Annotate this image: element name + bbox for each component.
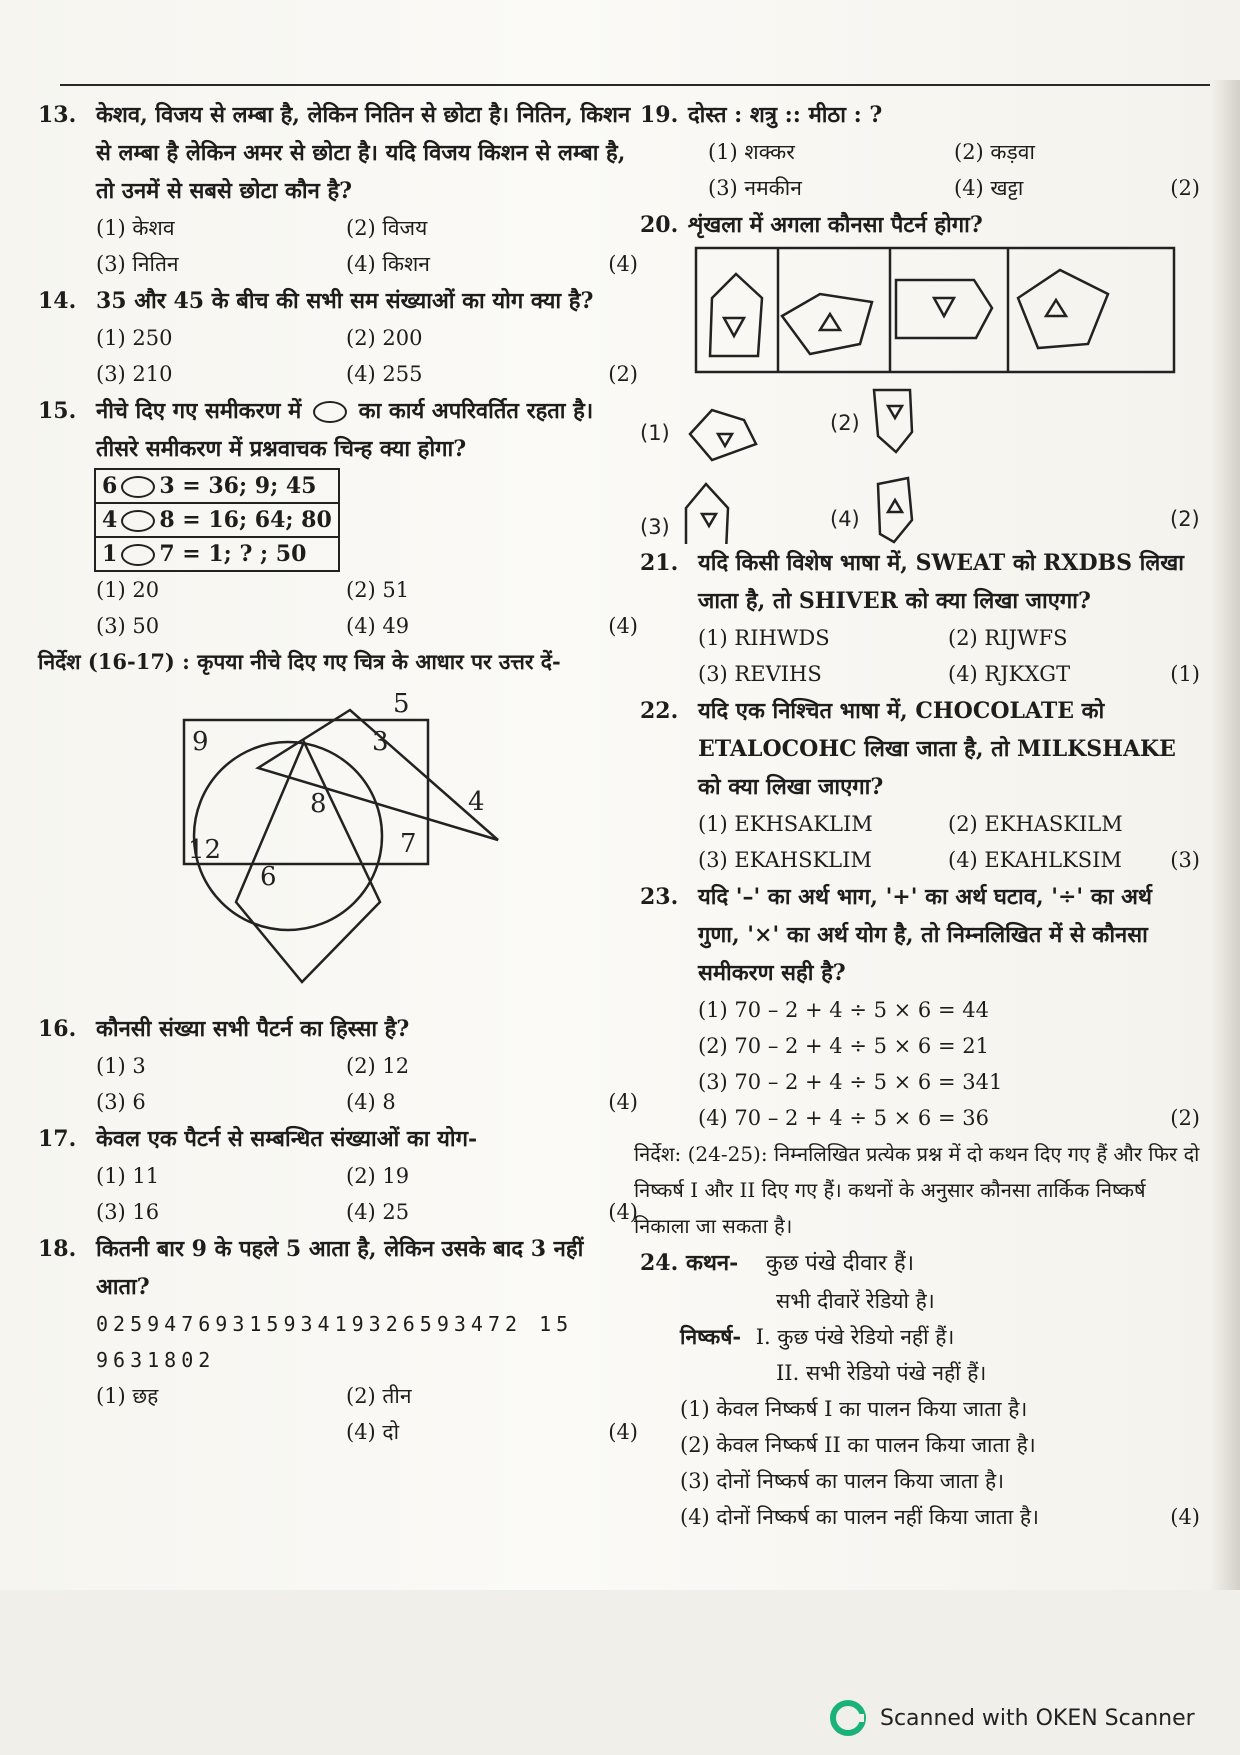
question-13: 13. केशव, विजय से लम्बा है, लेकिन नितिन से छोटा है। नितिन, किशन से लम्बा है लेकिन अमर से छोटा है। यदि विजय किशन से लम्बा है, तो उनमें से सबसे छोटा कौन है? <box>38 102 631 204</box>
equation-row: 6 3 = 36; 9; 45 <box>95 469 339 503</box>
option: (2) 200 <box>346 326 423 350</box>
question-18: 18. कितनी बार 9 के पहले 5 आता है, लेकिन उसके बाद 3 नहीं आता? <box>38 1236 584 1300</box>
question-text: केशव, विजय से लम्बा है, लेकिन नितिन से छोटा है। नितिन, किशन से लम्बा है लेकिन अमर से छोटा है। यदि विजय किशन से लम्बा है, तो उनमें से सबसे छोटा कौन है? <box>96 102 631 204</box>
option: (2) कड़वा <box>954 140 1035 164</box>
equation-table <box>94 468 340 572</box>
triangle-up-icon <box>888 500 902 512</box>
answer: (2) <box>1170 176 1200 200</box>
pattern-series-figure <box>640 244 1200 544</box>
option: (1) 20 <box>96 578 160 602</box>
option: (2) विजय <box>346 216 428 240</box>
option: (2) RIJWFS <box>948 626 1068 650</box>
question-22: 22. यदि एक निश्चित भाषा में, CHOCOLATE को ETALOCOHC लिखा जाता है, तो MILKSHAKE को क्या लिखा जाएगा? <box>640 698 1176 800</box>
pentagon-shape <box>782 294 872 354</box>
conclusion: I. कुछ पंखे रेडियो नहीं हैं। <box>755 1325 955 1349</box>
figure-label: 4 <box>468 787 485 817</box>
operator-circle-icon <box>313 401 347 423</box>
venn-figure <box>38 680 638 1010</box>
answer: (4) <box>608 1420 638 1444</box>
operator-circle-icon <box>121 544 155 566</box>
option-label: (4) <box>830 507 860 531</box>
question-text: कौनसी संख्या सभी पैटर्न का हिस्सा है? <box>96 1016 410 1042</box>
option: (4) 49 <box>346 614 410 638</box>
triangle-up-icon <box>1046 300 1066 316</box>
option: (4) EKAHLKSIM <box>948 848 1122 872</box>
figure-label: 6 <box>260 862 277 892</box>
operator-circle-icon <box>121 476 155 498</box>
option: (1) 70 – 2 + 4 ÷ 5 × 6 = 44 <box>698 998 989 1022</box>
answer: (4) <box>608 252 638 276</box>
question-14: 14. 35 और 45 के बीच की सभी सम संख्याओं का योग क्या है? <box>38 288 594 314</box>
directions-24-25: निर्देश: (24-25): निम्नलिखित प्रत्येक प्रश्न में दो कथन दिए गए हैं और फिर दो निष्कर्ष I और II दिए गए हैं। कथनों के अनुसार कौनसा तार्किक निष्कर्ष निकाला जा सकता है। <box>634 1142 1200 1238</box>
conclusion-label: निष्कर्ष- <box>680 1324 742 1349</box>
option: (2) 19 <box>346 1164 410 1188</box>
scanner-watermark <box>830 1700 1195 1736</box>
question-text: दोस्त : शत्रु :: मीठा : ? <box>688 102 883 128</box>
option: (4) दोनों निष्कर्ष का पालन नहीं किया जाता है। <box>680 1505 1039 1529</box>
option: (3) 6 <box>96 1090 146 1114</box>
watermark-text: Scanned with OKEN Scanner <box>880 1705 1195 1731</box>
option: (1) छह <box>96 1384 159 1408</box>
figure-label: 9 <box>192 727 209 757</box>
triangle-up-icon <box>820 314 840 330</box>
option: (4) 255 <box>346 362 423 386</box>
conclusion-row <box>640 1319 1200 1355</box>
options-18 <box>38 1378 638 1450</box>
question-24: 24. कथन- कुछ पंखे दीवार हैं। <box>640 1250 915 1276</box>
option: (4) 8 <box>346 1090 396 1114</box>
option: (4) RJKXGT <box>948 662 1071 686</box>
option: (2) EKHASKILM <box>948 812 1123 836</box>
question-16: 16. कौनसी संख्या सभी पैटर्न का हिस्सा है? <box>38 1016 410 1042</box>
figure-label: 12 <box>188 835 222 865</box>
options-14 <box>38 320 638 392</box>
question-19: 19. दोस्त : शत्रु :: मीठा : ? <box>640 102 883 128</box>
question-text-cont: का कार्य अपरिवर्तित रहता है। तीसरे समीकरण में प्रश्नवाचक चिन्ह क्या होगा? <box>96 398 594 462</box>
option: (4) किशन <box>346 252 430 276</box>
options-16 <box>38 1048 638 1120</box>
question-21: 21. यदि किसी विशेष भाषा में, SWEAT को RXDBS लिखा जाता है, तो SHIVER को क्या लिखा जाएगा? <box>640 550 1184 614</box>
option: (2) 70 – 2 + 4 ÷ 5 × 6 = 21 <box>698 1034 989 1058</box>
pentagon-shape <box>710 274 762 356</box>
option: (3) 70 – 2 + 4 ÷ 5 × 6 = 341 <box>698 1070 1003 1094</box>
figure-label: 8 <box>310 789 327 819</box>
option: (1) केवल निष्कर्ष I का पालन किया जाता है। <box>680 1397 1028 1421</box>
answer: (4) <box>608 614 638 638</box>
triangle-down-icon <box>702 514 716 526</box>
question-text: केवल एक पैटर्न से सम्बन्धित संख्याओं का योग- <box>96 1126 478 1152</box>
options-19 <box>640 134 1200 206</box>
right-column <box>634 96 1200 1535</box>
triangle-down-icon <box>718 434 732 446</box>
answer: (2) <box>1170 507 1200 531</box>
option-label: (3) <box>640 515 670 539</box>
option: (1) शक्कर <box>708 140 795 164</box>
option: (2) केवल निष्कर्ष II का पालन किया जाता है। <box>680 1433 1036 1457</box>
answer: (3) <box>1170 848 1200 872</box>
option: (4) 25 <box>346 1200 410 1224</box>
options-13 <box>38 210 638 282</box>
statement: कुछ पंखे दीवार हैं। <box>765 1251 915 1276</box>
equation-row: 4 8 = 16; 64; 80 <box>95 503 339 537</box>
statement-label: कथन- <box>685 1250 739 1276</box>
operator-circle-icon <box>121 510 155 532</box>
directions-16-17: निर्देश (16-17) : कृपया नीचे दिए गए चित्र के आधार पर उत्तर दें- <box>38 649 561 674</box>
question-text: शृंखला में अगला कौनसा पैटर्न होगा? <box>688 212 983 238</box>
triangle-down-icon <box>888 406 902 418</box>
option: (4) खट्टा <box>954 176 1024 200</box>
question-text: 35 और 45 के बीच की सभी सम संख्याओं का योग क्या है? <box>96 288 594 314</box>
option: (3) 210 <box>96 362 173 386</box>
options-23 <box>640 992 1200 1136</box>
question-text: कितनी बार 9 के पहले 5 आता है, लेकिन उसके बाद 3 नहीं आता? <box>96 1236 584 1300</box>
options-22 <box>640 806 1200 878</box>
option: (3) 16 <box>96 1200 160 1224</box>
option: (2) तीन <box>346 1384 412 1408</box>
statement-2: सभी दीवारें रेडियो है। <box>776 1289 935 1313</box>
digit-sequence: 0259476931593419326593472 15 <box>96 1312 574 1336</box>
option: (2) 12 <box>346 1054 410 1078</box>
triangle-down-icon <box>724 318 744 336</box>
figure-label: 3 <box>372 727 389 757</box>
option: (1) EKHSAKLIM <box>698 812 873 836</box>
left-column <box>38 96 638 1450</box>
question-15: 15. नीचे दिए गए समीकरण में का कार्य अपरिवर्तित रहता है। तीसरे समीकरण में प्रश्नवाचक चिन्ह क्या होगा? <box>38 398 594 462</box>
pentagon-shape <box>896 280 992 338</box>
header-rule <box>60 84 1210 86</box>
option: (4) दो <box>346 1420 400 1444</box>
question-text: यदि '–' का अर्थ भाग, '+' का अर्थ घटाव, '÷' का अर्थ गुणा, '×' का अर्थ योग है, तो निम्नलिखित में से कौनसा समीकरण सही है? <box>698 884 1152 986</box>
answer: (2) <box>608 362 638 386</box>
option: (3) REVIHS <box>698 662 822 686</box>
oken-scanner-logo-icon <box>830 1700 866 1736</box>
answer: (4) <box>1170 1505 1200 1529</box>
answer: (1) <box>1170 662 1200 686</box>
option: (1) RIHWDS <box>698 626 830 650</box>
triangle-down-icon <box>934 298 954 316</box>
equation-row: 1 7 = 1; ? ; 50 <box>95 537 339 571</box>
option: (1) 250 <box>96 326 173 350</box>
option: (3) दोनों निष्कर्ष का पालन किया जाता है। <box>680 1469 1005 1493</box>
question-text: यदि एक निश्चित भाषा में, CHOCOLATE को ETALOCOHC लिखा जाता है, तो MILKSHAKE को क्या लिखा जाएगा? <box>698 698 1176 800</box>
question-17: 17. केवल एक पैटर्न से सम्बन्धित संख्याओं का योग- <box>38 1126 478 1152</box>
option: (3) नमकीन <box>708 176 802 200</box>
option: (3) नितिन <box>96 252 179 276</box>
answer: (4) <box>608 1090 638 1114</box>
option-4-shape <box>878 478 912 542</box>
options-21 <box>640 620 1200 692</box>
option-label: (2) <box>830 411 860 435</box>
option: (1) 11 <box>96 1164 160 1188</box>
option: (1) 3 <box>96 1054 146 1078</box>
figure-label: 5 <box>393 689 410 719</box>
answer: (2) <box>1170 1106 1200 1130</box>
question-text: यदि किसी विशेष भाषा में, SWEAT को RXDBS लिखा जाता है, तो SHIVER को क्या लिखा जाएगा? <box>698 550 1184 614</box>
kite-shape <box>236 742 380 982</box>
circle-shape <box>194 742 382 930</box>
options-17 <box>38 1158 638 1230</box>
option: (4) 70 – 2 + 4 ÷ 5 × 6 = 36 <box>698 1106 989 1130</box>
option-2-shape <box>874 390 912 452</box>
option: (3) 50 <box>96 614 160 638</box>
option: (2) 51 <box>346 578 410 602</box>
question-23: 23. यदि '–' का अर्थ भाग, '+' का अर्थ घटाव, '÷' का अर्थ गुणा, '×' का अर्थ योग है, तो निम्नलिखित में से कौनसा समीकरण सही है? <box>640 884 1152 986</box>
options-24 <box>640 1391 1200 1535</box>
options-15 <box>38 572 638 644</box>
page-edge-shadow <box>1210 80 1240 1590</box>
option: (3) EKAHSKLIM <box>698 848 872 872</box>
answer: (4) <box>608 1200 638 1224</box>
digit-sequence-cont: 9631802 <box>96 1348 216 1372</box>
option-label: (1) <box>640 421 670 445</box>
question-text: नीचे दिए गए समीकरण में <box>96 398 302 424</box>
conclusion-2: II. सभी रेडियो पंखे नहीं हैं। <box>776 1361 987 1385</box>
figure-label: 7 <box>400 829 417 859</box>
question-20: 20. शृंखला में अगला कौनसा पैटर्न होगा? <box>640 212 983 238</box>
option: (1) केशव <box>96 216 175 240</box>
